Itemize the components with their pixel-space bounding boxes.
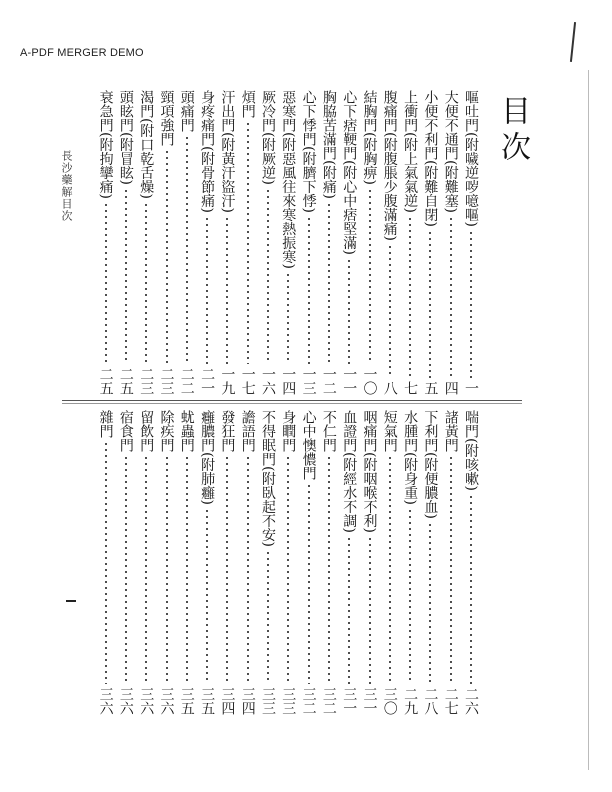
toc-leader-dots bbox=[186, 135, 188, 364]
toc-entry-label: 頭眩門(附冒眩) bbox=[117, 90, 134, 185]
toc-leader-dots bbox=[206, 216, 208, 364]
toc-entry bbox=[137, 90, 155, 395]
toc-leader-dots bbox=[267, 188, 269, 364]
toc-leader-dots bbox=[166, 455, 168, 684]
toc-leader-dots bbox=[125, 455, 127, 684]
toc-leader-dots bbox=[470, 230, 472, 378]
section-divider-secondary bbox=[62, 403, 522, 404]
toc-entry-label: 嘔吐門(附噦逆哕噫嘔) bbox=[463, 90, 479, 227]
toc-entry-label: 下利門(附便膿血) bbox=[422, 410, 439, 519]
toc-leader-dots bbox=[409, 216, 411, 378]
toc-leader-dots bbox=[429, 522, 431, 684]
toc-entry bbox=[340, 410, 358, 715]
toc-entry-page: 一 bbox=[463, 381, 479, 395]
toc-entry bbox=[300, 410, 318, 715]
toc-entry bbox=[178, 410, 196, 715]
toc-entry-label: 雜門 bbox=[97, 410, 114, 438]
toc-leader-dots bbox=[145, 202, 147, 364]
scan-edge-line bbox=[588, 70, 589, 770]
toc-entry-page: 一九 bbox=[219, 367, 236, 395]
toc-entry-page: 二五 bbox=[97, 367, 114, 395]
toc-entry-label: 不仁門 bbox=[320, 410, 337, 452]
toc-leader-dots bbox=[287, 455, 289, 684]
toc-entry bbox=[421, 410, 439, 715]
toc-entry bbox=[361, 410, 379, 715]
toc-entry-page: 八 bbox=[381, 381, 398, 395]
toc-entry-label: 頸項強門 bbox=[158, 90, 175, 146]
toc-leader-dots bbox=[226, 216, 228, 364]
toc-leader-dots bbox=[389, 455, 391, 684]
toc-entry-label: 厥冷門(附厥逆) bbox=[260, 90, 276, 185]
toc-leader-dots bbox=[226, 455, 228, 684]
toc-entry-page: 二一 bbox=[199, 367, 216, 395]
toc-entry bbox=[279, 410, 297, 715]
section-divider bbox=[62, 400, 522, 401]
toc-entry-label: 上衝門(附上氣氣逆) bbox=[402, 90, 419, 213]
page-title: 目次 bbox=[495, 95, 530, 167]
toc-entry bbox=[97, 90, 115, 395]
toc-entry-page: 二八 bbox=[422, 687, 439, 715]
toc-entry-label: 胸脇苦滿門(附痛) bbox=[320, 90, 337, 199]
toc-entry-label: 腹痛門(附腹脹少腹滿痛) bbox=[381, 90, 398, 241]
toc-entry-page: 三六 bbox=[138, 687, 155, 715]
toc-entry-page: 三二 bbox=[300, 687, 317, 715]
toc-entry-label: 宿食門 bbox=[117, 410, 134, 452]
toc-entry bbox=[421, 90, 439, 395]
toc-entry-page: 二六 bbox=[463, 687, 479, 715]
toc-leader-dots bbox=[389, 244, 391, 378]
toc-leader-dots bbox=[328, 202, 330, 364]
toc-entry-label: 身瞤門 bbox=[280, 410, 297, 452]
toc-entry bbox=[239, 90, 257, 395]
toc-leader-dots bbox=[308, 216, 310, 364]
toc-entry bbox=[462, 90, 480, 395]
toc-entry-page: 三六 bbox=[158, 687, 175, 715]
toc-entry-page: 二二 bbox=[178, 367, 195, 395]
toc-entry-page: 三四 bbox=[219, 687, 236, 715]
toc-entry-label: 頭痛門 bbox=[178, 90, 195, 132]
toc-leader-dots bbox=[247, 455, 249, 684]
toc-entry bbox=[97, 410, 115, 715]
toc-entry-page: 一七 bbox=[239, 367, 256, 395]
toc-leader-dots bbox=[105, 202, 107, 364]
toc-entry-label: 喘門(附咳嗽) bbox=[463, 410, 479, 491]
toc-entry-page: 三五 bbox=[178, 687, 195, 715]
toc-entry-label: 咽痛門(附咽喉不利) bbox=[361, 410, 378, 533]
toc-entry-page: 一二 bbox=[320, 367, 337, 395]
toc-leader-dots bbox=[287, 272, 289, 364]
margin-dash-mark bbox=[66, 600, 76, 602]
toc-entry-page: 二九 bbox=[402, 687, 419, 715]
toc-entry-label: 汗出門(附黃汗盜汗) bbox=[219, 90, 236, 213]
toc-entry bbox=[320, 90, 338, 395]
running-head: 長沙藥解目次 bbox=[60, 150, 73, 222]
toc-entry bbox=[218, 410, 236, 715]
toc-entry-label: 發狂門 bbox=[219, 410, 236, 452]
toc-entry bbox=[442, 90, 460, 395]
toc-leader-dots bbox=[105, 441, 107, 684]
toc-entry-page: 二五 bbox=[117, 367, 134, 395]
toc-leader-dots bbox=[328, 455, 330, 684]
toc-leader-dots bbox=[369, 188, 371, 364]
toc-leader-dots bbox=[308, 483, 310, 684]
toc-entry bbox=[259, 90, 277, 395]
toc-entry-page: 三〇 bbox=[381, 687, 398, 715]
toc-entry-page: 三一 bbox=[341, 687, 358, 715]
toc-entry bbox=[117, 90, 135, 395]
toc-entry bbox=[462, 410, 480, 715]
toc-entry-page: 一六 bbox=[260, 367, 276, 395]
toc-entry-page: 三五 bbox=[199, 687, 216, 715]
toc-entry bbox=[401, 410, 419, 715]
toc-entry bbox=[401, 90, 419, 395]
toc-entry-label: 不得眠門(附臥起不安) bbox=[260, 410, 276, 547]
toc-entry-label: 癰膿門(附肺癰) bbox=[199, 410, 216, 505]
toc-entry-label: 諸黃門 bbox=[442, 410, 459, 452]
toc-entry-label: 短氣門 bbox=[381, 410, 398, 452]
toc-entry-label: 血證門(附經水不調) bbox=[341, 410, 358, 533]
toc-entry bbox=[279, 90, 297, 395]
toc-entry bbox=[178, 90, 196, 395]
toc-entry-page: 二七 bbox=[442, 687, 459, 715]
toc-entry-page: 三六 bbox=[97, 687, 114, 715]
watermark: A-PDF MERGER DEMO bbox=[20, 47, 144, 59]
toc-entry bbox=[381, 410, 399, 715]
toc-entry-page: 一〇 bbox=[361, 367, 378, 395]
toc-leader-dots bbox=[267, 550, 269, 684]
toc-entry bbox=[218, 90, 236, 395]
toc-entry-page: 三二 bbox=[320, 687, 337, 715]
toc-entry-page: 三一 bbox=[361, 687, 378, 715]
toc-entry-label: 煩門 bbox=[239, 90, 256, 118]
toc-entry-label: 心下痞鞕門(附心中痞堅滿) bbox=[341, 90, 358, 255]
toc-entry-label: 譫語門 bbox=[239, 410, 256, 452]
toc-entry bbox=[340, 90, 358, 395]
toc-entry-label: 蚘蟲門 bbox=[178, 410, 195, 452]
toc-entry bbox=[361, 90, 379, 395]
toc-leader-dots bbox=[348, 258, 350, 364]
scan-corner-mark bbox=[570, 22, 576, 62]
toc-entry-label: 心中懊憹門 bbox=[300, 410, 317, 480]
toc-entry-page: 七 bbox=[402, 381, 419, 395]
toc-entry bbox=[198, 410, 216, 715]
toc-leader-dots bbox=[186, 455, 188, 684]
toc-entry-label: 結胸門(附胸痹) bbox=[361, 90, 378, 185]
toc-leader-dots bbox=[125, 188, 127, 364]
toc-entry-page: 三三 bbox=[280, 687, 297, 715]
toc-entry bbox=[259, 410, 277, 715]
toc-leader-dots bbox=[166, 149, 168, 364]
toc-entry bbox=[239, 410, 257, 715]
toc-entry bbox=[442, 410, 460, 715]
toc-leader-dots bbox=[348, 536, 350, 684]
toc-leader-dots bbox=[409, 508, 411, 684]
toc-leader-dots bbox=[450, 216, 452, 378]
toc-entry bbox=[158, 410, 176, 715]
toc-entry-page: 二三 bbox=[138, 367, 155, 395]
toc-entry bbox=[117, 410, 135, 715]
toc-entry-label: 衰急門(附拘攣痛) bbox=[97, 90, 114, 199]
toc-leader-dots bbox=[429, 230, 431, 378]
toc-entry bbox=[137, 410, 155, 715]
toc-entry-page: 三三 bbox=[260, 687, 276, 715]
toc-entry-label: 身疼痛門(附骨節痛) bbox=[199, 90, 216, 213]
toc-entry-label: 留飲門 bbox=[138, 410, 155, 452]
toc-entry-label: 惡寒門(附惡風往來寒熱振寒) bbox=[280, 90, 297, 269]
toc-entry-page: 五 bbox=[422, 381, 439, 395]
toc-entry-page: 三六 bbox=[117, 687, 134, 715]
toc-entry bbox=[300, 90, 318, 395]
toc-entry bbox=[320, 410, 338, 715]
toc-entry-label: 心下悸門(附臍下悸) bbox=[300, 90, 317, 213]
toc-entry-page: 三四 bbox=[239, 687, 256, 715]
toc-leader-dots bbox=[206, 508, 208, 684]
toc-leader-dots bbox=[369, 536, 371, 684]
toc-entry-label: 除疾門 bbox=[158, 410, 175, 452]
toc-leader-dots bbox=[247, 121, 249, 364]
toc-entry-label: 渴門(附口乾舌燥) bbox=[138, 90, 155, 199]
toc-leader-dots bbox=[470, 494, 472, 684]
toc-entry-page: 一四 bbox=[280, 367, 297, 395]
toc-leader-dots bbox=[450, 455, 452, 684]
toc-entry-page: 二三 bbox=[158, 367, 175, 395]
toc-leader-dots bbox=[145, 455, 147, 684]
toc-entry-label: 大便不通門(附難塞) bbox=[442, 90, 459, 213]
toc-entry-label: 小便不利門(附難自閉) bbox=[422, 90, 439, 227]
toc-entry bbox=[381, 90, 399, 395]
toc-entry-page: 一一 bbox=[341, 367, 358, 395]
toc-entry bbox=[158, 90, 176, 395]
toc-entry-page: 一三 bbox=[300, 367, 317, 395]
toc-entry-label: 水腫門(附身重) bbox=[402, 410, 419, 505]
toc-entry bbox=[198, 90, 216, 395]
toc-entry-page: 四 bbox=[442, 381, 459, 395]
